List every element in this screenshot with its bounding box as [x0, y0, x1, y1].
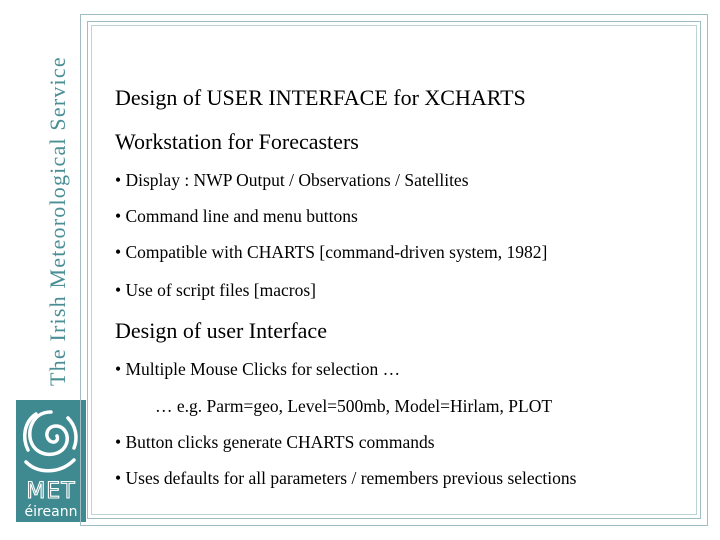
logo-text-met: MET: [26, 479, 76, 504]
bullet-command-line: • Command line and menu buttons: [115, 206, 358, 226]
bullet-button-clicks: • Button clicks generate CHARTS commands: [115, 432, 435, 452]
slide-title: Design of USER INTERFACE for XCHARTS: [115, 85, 526, 110]
section2-heading: Design of user Interface: [115, 318, 327, 343]
side-title-text: The Irish Meteorological Service: [45, 56, 70, 386]
sub-bullet-example: … e.g. Parm=geo, Level=500mb, Model=Hirlam, PLOT: [155, 396, 553, 416]
swirl-emblem-icon: [25, 412, 76, 471]
vertical-side-title: [45, 20, 70, 388]
bullet-compatible: • Compatible with CHARTS [command-driven system, 1982]: [115, 242, 548, 262]
bullet-display: • Display : NWP Output / Observations / Satellites: [115, 170, 469, 190]
section1-heading: Workstation for Forecasters: [115, 129, 359, 154]
bullet-script-files: • Use of script files [macros]: [115, 280, 316, 300]
logo-text-eireann: éireann: [24, 504, 78, 520]
bullet-defaults: • Uses defaults for all parameters / remembers previous selections: [115, 468, 577, 488]
bullet-mouse-clicks: • Multiple Mouse Clicks for selection …: [115, 359, 401, 379]
met-eireann-logo: [16, 400, 86, 522]
